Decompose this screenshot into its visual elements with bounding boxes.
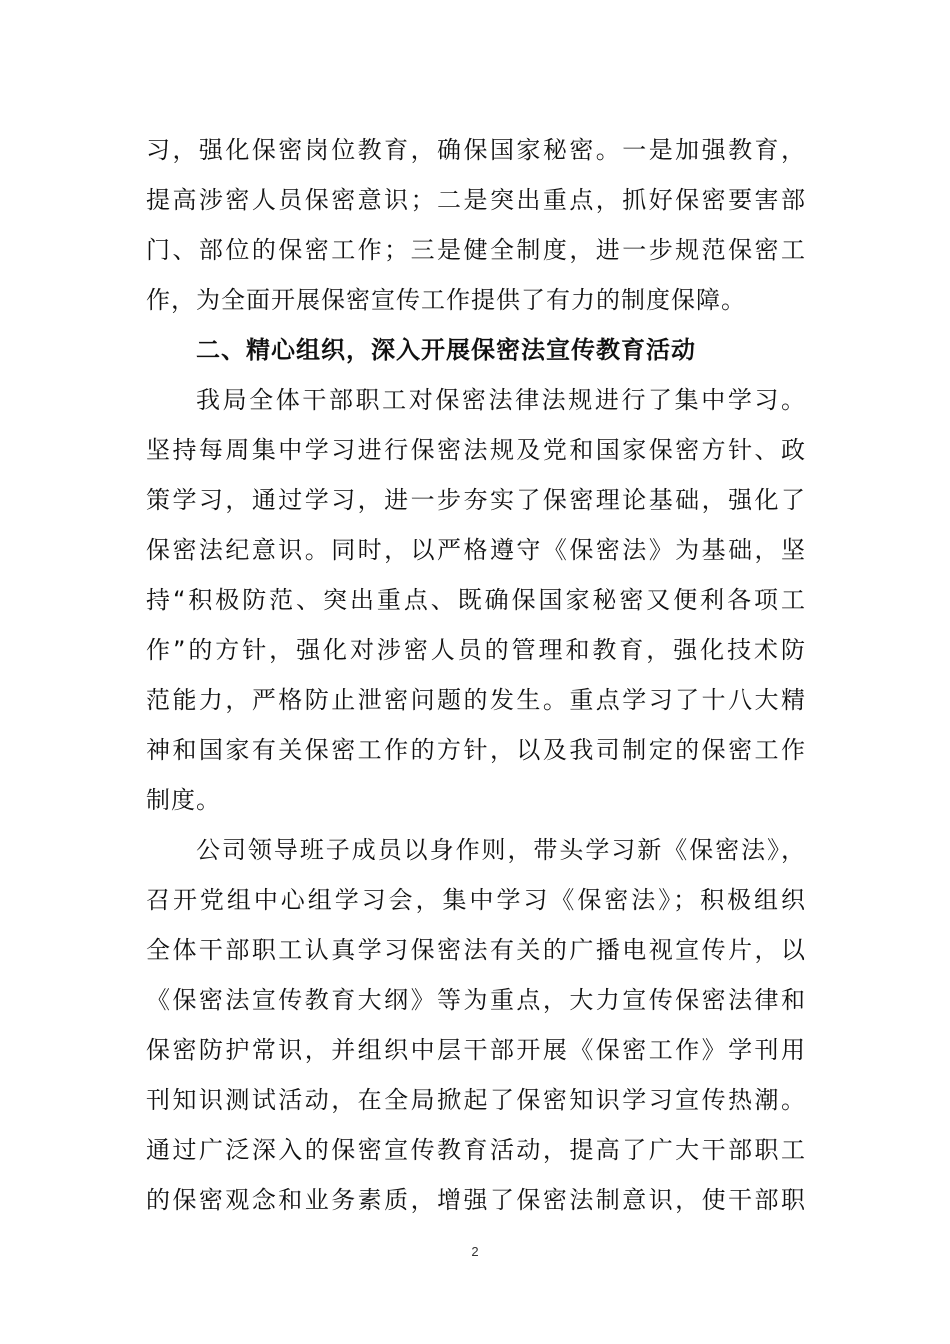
- body-text-line: 全体干部职工认真学习保密法有关的广播电视宣传片，以: [146, 936, 806, 964]
- page-number: 2: [471, 1244, 479, 1259]
- body-text-line: 持“积极防范、突出重点、既确保国家秘密又便利各项工: [146, 586, 806, 614]
- body-text-line: 策学习，通过学习，进一步夯实了保密理论基础，强化了: [146, 486, 806, 514]
- body-text-line: 神和国家有关保密工作的方针，以及我司制定的保密工作: [146, 736, 806, 764]
- body-text-line: 保密法纪意识。同时，以严格遵守《保密法》为基础，坚: [146, 536, 806, 564]
- body-text-line: 作”的方针，强化对涉密人员的管理和教育，强化技术防: [146, 636, 806, 664]
- body-text-line: 召开党组中心组学习会，集中学习《保密法》；积极组织: [146, 886, 806, 914]
- body-text-line: 制度。: [146, 786, 221, 814]
- body-text-line: 提高涉密人员保密意识；二是突出重点，抓好保密要害部: [146, 186, 806, 214]
- section-heading: 二、精心组织，深入开展保密法宣传教育活动: [196, 336, 696, 364]
- body-text-line: 保密防护常识，并组织中层干部开展《保密工作》学刊用: [146, 1036, 806, 1064]
- body-text-line: 坚持每周集中学习进行保密法规及党和国家保密方针、政: [146, 436, 806, 464]
- body-text-line: 通过广泛深入的保密宣传教育活动，提高了广大干部职工: [146, 1136, 806, 1164]
- body-text-line: 范能力，严格防止泄密问题的发生。重点学习了十八大精: [146, 686, 806, 714]
- body-text-line: 刊知识测试活动，在全局掀起了保密知识学习宣传热潮。: [146, 1086, 806, 1114]
- body-text-line: 作，为全面开展保密宣传工作提供了有力的制度保障。: [146, 286, 746, 314]
- body-text-line: 门、部位的保密工作；三是健全制度，进一步规范保密工: [146, 236, 806, 264]
- paragraph-first-line: 公司领导班子成员以身作则，带头学习新《保密法》，: [196, 836, 806, 864]
- body-text-line: 的保密观念和业务素质，增强了保密法制意识，使干部职: [146, 1186, 806, 1214]
- paragraph-first-line: 我局全体干部职工对保密法律法规进行了集中学习。: [196, 386, 806, 414]
- body-text-line: 习，强化保密岗位教育，确保国家秘密。一是加强教育，: [146, 136, 806, 164]
- body-text-line: 《保密法宣传教育大纲》等为重点，大力宣传保密法律和: [146, 986, 806, 1014]
